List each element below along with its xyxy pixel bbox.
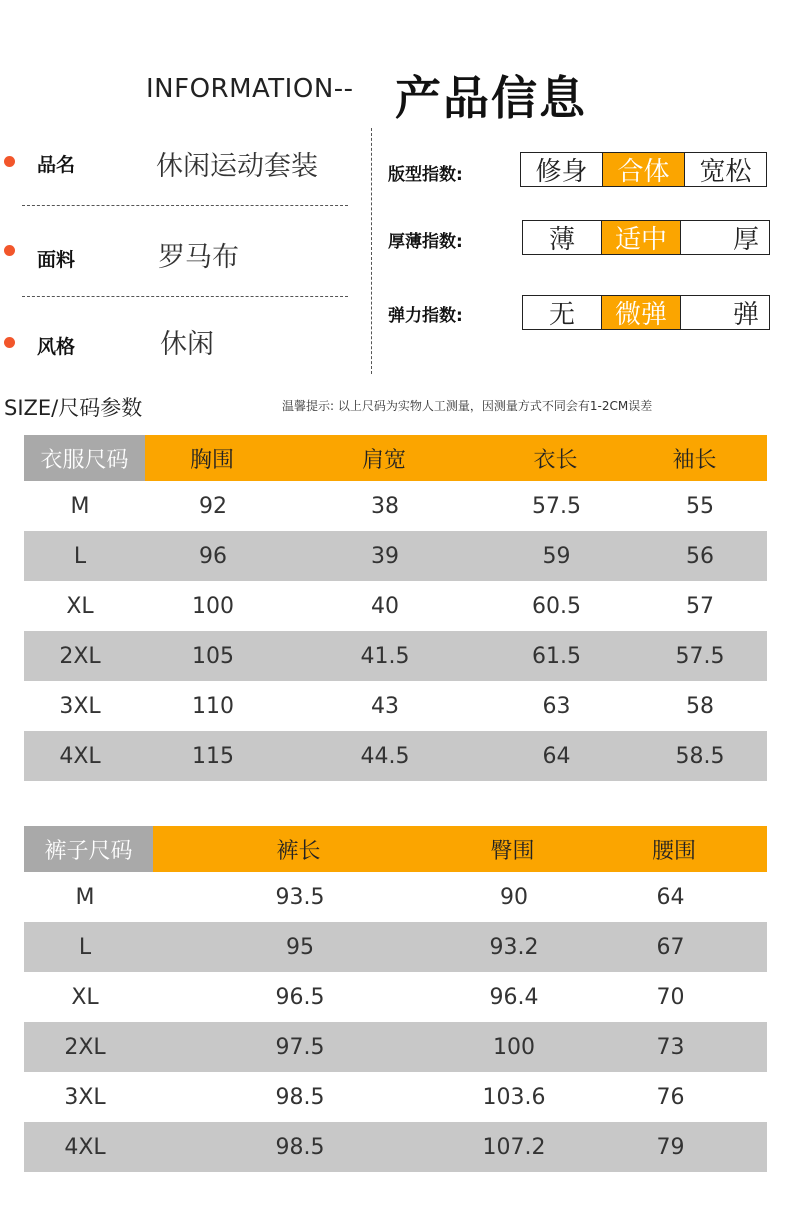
table-cell: 93.5 <box>275 884 325 910</box>
table-cell: 98.5 <box>275 1084 325 1110</box>
table-cell: 115 <box>192 743 234 769</box>
table-cell: 97.5 <box>275 1034 325 1060</box>
table-cell: 105 <box>192 643 234 669</box>
header-title-cn: 产品信息 <box>395 71 587 125</box>
table-cell: 110 <box>192 693 234 719</box>
table-cell: 92 <box>199 493 227 519</box>
table-cell: L <box>78 934 92 960</box>
bullet-dot <box>4 245 15 256</box>
table-cell: 96 <box>199 543 227 569</box>
table-header-cell: 衣服尺码 <box>24 435 145 481</box>
table-row <box>24 872 767 922</box>
table-cell: 61.5 <box>532 643 581 669</box>
table-cell: 63 <box>542 693 571 719</box>
rating-option: 无 <box>548 300 575 330</box>
table-cell: 96.4 <box>489 984 539 1010</box>
info-value-name: 休闲运动套装 <box>156 151 318 182</box>
table-cell: 67 <box>656 934 685 960</box>
table-cell: 93.2 <box>489 934 539 960</box>
table-cell: 79 <box>656 1134 685 1160</box>
size-note: 温馨提示: 以上尺码为实物人工测量，因测量方式不同会有1-2CM误差 <box>282 399 653 413</box>
rating-scale-fit <box>520 152 767 187</box>
table-row <box>24 631 767 681</box>
vertical-divider <box>371 128 372 374</box>
table-cell: 96.5 <box>275 984 325 1010</box>
rating-option: 薄 <box>548 225 575 255</box>
table-row <box>24 581 767 631</box>
table-cell: 64 <box>542 743 571 769</box>
table-cell: 95 <box>286 934 314 960</box>
table-cell: 70 <box>656 984 685 1010</box>
table-cell: M <box>70 493 90 519</box>
table-cell: 38 <box>371 493 399 519</box>
rating-option: 厚 <box>680 221 769 254</box>
info-label-name: 品名 <box>37 154 76 176</box>
table-cell: 90 <box>500 884 528 910</box>
bullet-dot <box>4 337 15 348</box>
header-title-en: INFORMATION-- <box>146 74 354 104</box>
size-title: SIZE/尺码参数 <box>4 396 143 420</box>
table-cell: 3XL <box>64 1084 106 1110</box>
info-label-fabric: 面料 <box>37 249 76 271</box>
rating-option: 弹 <box>680 296 769 329</box>
table-header-cell: 肩宽 <box>361 447 406 473</box>
rating-label-fit: 版型指数: <box>388 165 463 185</box>
table-header-cell: 裤子尺码 <box>24 826 153 872</box>
table-cell: 59 <box>542 543 571 569</box>
table-cell: 100 <box>192 593 234 619</box>
table-cell: 3XL <box>59 693 101 719</box>
rating-option: 修身 <box>535 157 588 187</box>
info-value-fabric: 罗马布 <box>158 242 239 273</box>
table-cell: 57.5 <box>532 493 581 519</box>
pants-size-table <box>24 826 767 1172</box>
table-cell: 98.5 <box>275 1134 325 1160</box>
rating-scale-thickness <box>522 220 770 255</box>
table-header-row <box>24 826 767 872</box>
table-cell: XL <box>66 593 94 619</box>
table-cell: 58.5 <box>675 743 725 769</box>
table-row <box>24 681 767 731</box>
table-cell: 56 <box>686 543 714 569</box>
table-cell: 57 <box>686 593 714 619</box>
info-value-style: 休闲 <box>160 329 214 360</box>
table-cell: 41.5 <box>360 643 410 669</box>
table-cell: 64 <box>656 884 685 910</box>
table-cell: 107.2 <box>482 1134 546 1160</box>
table-cell: 58 <box>686 693 714 719</box>
rating-option-selected: 合体 <box>602 153 684 186</box>
table-header-cell: 腰围 <box>651 838 696 864</box>
table-cell: 55 <box>686 493 714 519</box>
table-cell: L <box>73 543 87 569</box>
table-cell: M <box>75 884 95 910</box>
table-header-cell: 裤长 <box>276 838 321 864</box>
table-cell: 103.6 <box>482 1084 546 1110</box>
table-cell: 44.5 <box>360 743 410 769</box>
table-cell: 39 <box>371 543 399 569</box>
table-header-cell: 胸围 <box>189 447 234 473</box>
table-row <box>24 1072 767 1122</box>
rating-option-selected: 微弹 <box>601 296 680 329</box>
table-cell: 4XL <box>59 743 101 769</box>
rating-label-stretch: 弹力指数: <box>388 306 463 326</box>
table-row <box>24 481 767 531</box>
table-header-cell: 衣长 <box>533 447 578 473</box>
table-row <box>24 922 767 972</box>
table-cell: 100 <box>493 1034 535 1060</box>
table-cell: XL <box>71 984 99 1010</box>
table-cell: 60.5 <box>532 593 581 619</box>
table-row <box>24 531 767 581</box>
rating-option: 宽松 <box>684 153 766 186</box>
table-row <box>24 731 767 781</box>
divider <box>22 296 348 297</box>
table-row <box>24 1122 767 1172</box>
table-cell: 4XL <box>64 1134 106 1160</box>
table-cell: 40 <box>371 593 399 619</box>
rating-option-selected: 适中 <box>601 221 680 254</box>
bullet-dot <box>4 156 15 167</box>
divider <box>22 205 348 206</box>
rating-label-thickness: 厚薄指数: <box>388 232 463 252</box>
table-header-cell: 臀围 <box>490 838 535 864</box>
table-cell: 2XL <box>59 643 101 669</box>
table-row <box>24 1022 767 1072</box>
table-cell: 2XL <box>64 1034 106 1060</box>
table-header-row <box>24 435 767 481</box>
table-cell: 57.5 <box>675 643 725 669</box>
table-cell: 76 <box>656 1084 685 1110</box>
info-label-style: 风格 <box>37 336 76 358</box>
top-size-table <box>24 435 767 781</box>
table-header-cell: 袖长 <box>672 447 717 473</box>
table-cell: 43 <box>371 693 399 719</box>
rating-scale-stretch <box>522 295 770 330</box>
table-cell: 73 <box>656 1034 685 1060</box>
table-row <box>24 972 767 1022</box>
